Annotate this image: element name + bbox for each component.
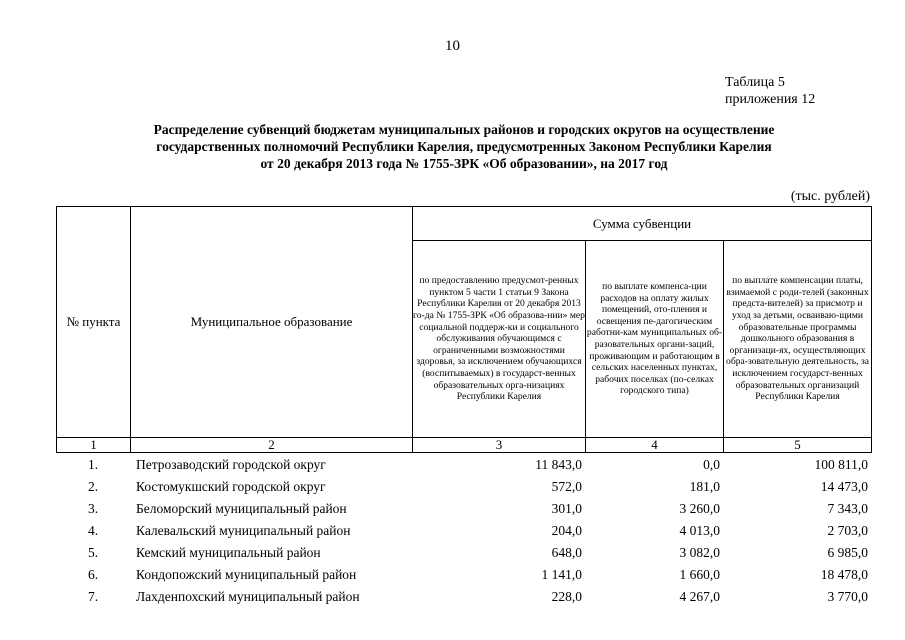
municipality-name: Кемский муниципальный район: [136, 545, 321, 560]
column-number: 5: [724, 438, 872, 453]
municipality-name: Кондопожский муниципальный район: [136, 567, 357, 582]
row-number: 1.: [87, 457, 99, 472]
column-number: 2: [131, 438, 413, 453]
value-col4: 3 082,0: [679, 545, 720, 560]
value-col4: 1 660,0: [679, 567, 720, 582]
column-number: 4: [586, 438, 724, 453]
header-sum: Сумма субвенции: [413, 207, 872, 241]
subsidy-table-header: [56, 206, 872, 453]
value-col5: 3 770,0: [827, 589, 868, 604]
table-caption: [725, 74, 815, 108]
value-col4: 4 013,0: [679, 523, 720, 538]
header-municipality: Муниципальное образование: [131, 207, 413, 438]
value-col3: 572,0: [551, 479, 582, 494]
value-col4: 181,0: [689, 479, 720, 494]
value-col5: 18 478,0: [820, 567, 868, 582]
row-number: 5.: [87, 545, 99, 560]
document-title: [60, 121, 868, 172]
header-num: № пункта: [57, 207, 131, 438]
value-col5: 100 811,0: [814, 457, 868, 472]
table-row: [56, 542, 871, 564]
row-number: 3.: [87, 501, 99, 516]
table-row: [56, 586, 871, 608]
row-number: 6.: [87, 567, 99, 582]
value-col4: 3 260,0: [679, 501, 720, 516]
table-row: [56, 520, 871, 542]
header-col5-description: по выплате компенсации платы, взимаемой с роди-телей (законных предста-вителей) за присмотр и уход за детьми, осваиваю-щими образовательные программы дошкольного образования в организаци-ях, осуществляющих обра-зовательную деятельность, за исключением государст-венных образовательных организаций Республики Карелия: [724, 241, 872, 438]
subsidy-table-body: [56, 454, 871, 608]
table-label: Таблица 5: [725, 75, 785, 90]
municipality-name: Беломорский муниципальный район: [136, 501, 347, 516]
value-col3: 648,0: [551, 545, 582, 560]
value-col5: 7 343,0: [827, 501, 868, 516]
table-row: [56, 476, 871, 498]
table-row: [56, 498, 871, 520]
page-number: 10: [445, 38, 460, 54]
table-row: [56, 454, 871, 476]
municipality-name: Лахденпохский муниципальный район: [136, 589, 360, 604]
value-col3: 11 843,0: [535, 457, 582, 472]
row-number: 7.: [87, 589, 99, 604]
units-label: (тыс. рублей): [790, 189, 870, 204]
title-line: Распределение субвенций бюджетам муниципальных районов и городских округов на осуществление: [153, 122, 775, 137]
value-col3: 1 141,0: [541, 567, 582, 582]
value-col3: 228,0: [551, 589, 582, 604]
value-col3: 204,0: [551, 523, 582, 538]
appendix-label: приложения 12: [725, 92, 816, 107]
municipality-name: Калевальский муниципальный район: [136, 523, 351, 538]
value-col5: 2 703,0: [827, 523, 868, 538]
header-col3-description: по предоставлению предусмот-ренных пунктом 5 части 1 статьи 9 Закона Республики Карелия от 20 декабря 2013 го-да № 1755-ЗРК «Об образова-нии» мер социальной поддерж-ки и социального обслуживания обучающимся с ограниченными возможностями здоровья, за исключением обучающихся (воспитываемых) в государст-венных образовательных орга-низациях Республики Карелия: [413, 241, 586, 438]
column-number: 1: [57, 438, 131, 453]
value-col5: 6 985,0: [827, 545, 868, 560]
header-col4-description: по выплате компенса-ции расходов на оплату жилых помещений, ото-пления и освещения пе-дагогическим работни-кам муниципальных об-разовательных органи-заций, проживающим и работающим в сельских населенных пунктах, рабочих поселках (по-селках городского типа): [586, 241, 724, 438]
value-col4: 4 267,0: [679, 589, 720, 604]
municipality-name: Костомукшский городской округ: [136, 479, 326, 494]
value-col5: 14 473,0: [820, 479, 868, 494]
table-row: [56, 564, 871, 586]
value-col4: 0,0: [703, 457, 720, 472]
title-line: государственных полномочий Республики Карелия, предусмотренных Законом Республики Карелия: [156, 139, 772, 154]
title-line: от 20 декабря 2013 года № 1755-ЗРК «Об образовании», на 2017 год: [260, 156, 668, 171]
column-number: 3: [413, 438, 586, 453]
row-number: 4.: [87, 523, 99, 538]
municipality-name: Петрозаводский городской округ: [136, 457, 326, 472]
value-col3: 301,0: [551, 501, 582, 516]
row-number: 2.: [87, 479, 99, 494]
